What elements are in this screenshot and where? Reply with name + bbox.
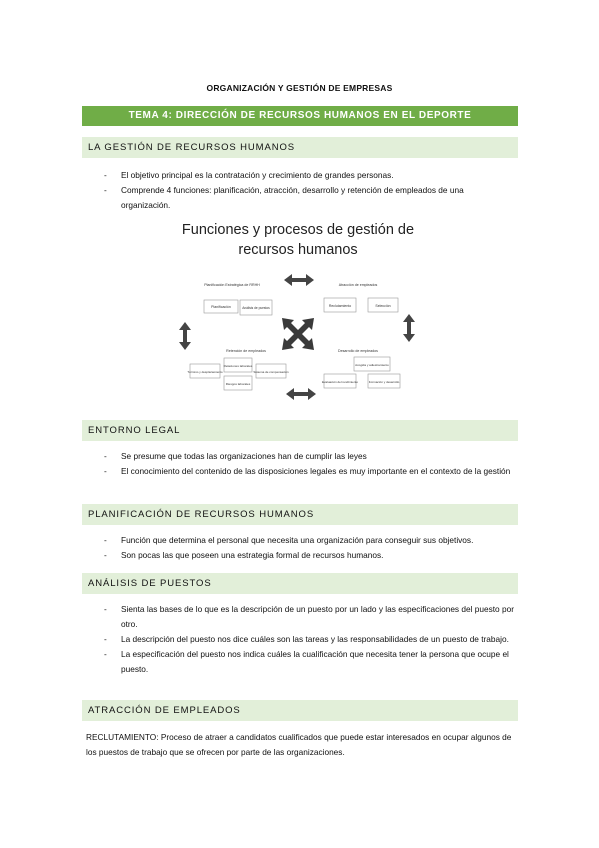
document-header: ORGANIZACIÓN Y GESTIÓN DE EMPRESAS	[206, 83, 393, 93]
group-label-atraccion: Atracción de empleados	[338, 283, 378, 287]
dash-bullet: -	[104, 185, 107, 195]
dash-bullet: -	[104, 170, 107, 180]
list-item-text: La descripción del puesto nos dice cuáles son las tareas y las responsabilidades de un puesto de trabajo.	[121, 634, 509, 644]
list-item-text: La especificación del puesto nos indica cuáles la cualificación que necesita tener la persona que ocupe el puesto.	[121, 649, 509, 674]
paragraph-reclutamiento: RECLUTAMIENTO: Proceso de atraer a candidatos cualificados que puede estar interesados en ocupar algunos de los puestos de trabajo que se ofrecen por parte de las organizaciones.	[86, 732, 512, 757]
box-label: Riesgos laborales	[225, 382, 251, 386]
double-arrow-horizontal-icon	[286, 388, 316, 400]
list-item	[104, 632, 514, 647]
dash-bullet: -	[104, 550, 107, 560]
double-arrow-vertical-icon	[403, 314, 415, 342]
double-arrow-horizontal-icon	[284, 274, 314, 286]
box-label: Formación y desarrollo	[368, 380, 400, 384]
box-label: Sistema de compensación	[253, 370, 289, 374]
list-item	[104, 647, 514, 677]
list-item-text: Sienta las bases de lo que es la descripción de un puesto por un lado y las especificaciones del puesto por otro.	[121, 604, 514, 629]
dash-bullet: -	[104, 604, 107, 614]
box-label: Evaluación del rendimiento	[321, 380, 359, 384]
dash-bullet: -	[104, 451, 107, 461]
section-heading-analisis-puestos: ANÁLISIS DE PUESTOS	[82, 573, 518, 594]
bullet-list-analisis-puestos	[104, 602, 514, 677]
group-label-desarrollo: Desarrollo de empleados	[338, 349, 378, 353]
bullet-list-entorno-legal	[104, 449, 514, 479]
group-label-retencion: Retención de empleados	[226, 349, 266, 353]
list-item-text: Función que determina el personal que necesita una organización para conseguir sus objetivos.	[121, 535, 474, 545]
list-item-text: Se presume que todas las organizaciones han de cumplir las leyes	[121, 451, 367, 461]
box-label: Análisis de puestos	[242, 306, 270, 310]
list-item	[104, 168, 514, 183]
box-label: Término y desplazamiento	[187, 370, 223, 374]
dash-bullet: -	[104, 535, 107, 545]
box-label: Planificación	[211, 305, 231, 309]
list-item-text: Comprende 4 funciones: planificación, atracción, desarrollo y retención de empleados de una organización.	[121, 185, 464, 210]
bullet-list-planificacion	[104, 533, 514, 563]
group-label-planificacion: Planificación Estratégica de RRHH	[204, 283, 260, 287]
center-cross-arrows-icon	[282, 318, 314, 350]
dash-bullet: -	[104, 634, 107, 644]
list-item	[104, 533, 514, 548]
bullet-list-gestion	[104, 168, 514, 213]
dash-bullet: -	[104, 466, 107, 476]
list-item	[104, 464, 514, 479]
section-heading-gestion: LA GESTIÓN DE RECURSOS HUMANOS	[82, 137, 518, 158]
box-label: Acogida y adiestramiento	[355, 363, 389, 367]
hr-functions-diagram	[178, 214, 418, 404]
double-arrow-vertical-icon	[179, 322, 191, 350]
section-heading-atraccion: ATRACCIÓN DE EMPLEADOS	[82, 700, 518, 721]
list-item	[104, 183, 514, 213]
list-item-text: El objetivo principal es la contratación y crecimiento de grandes personas.	[121, 170, 394, 180]
list-item-text: El conocimiento del contenido de las disposiciones legales es muy importante en el contexto de la gestión	[121, 466, 511, 476]
list-item-text: Son pocas las que poseen una estrategia formal de recursos humanos.	[121, 550, 384, 560]
list-item	[104, 548, 514, 563]
tema-title-bar: TEMA 4: DIRECCIÓN DE RECURSOS HUMANOS EN EL DEPORTE	[82, 106, 518, 126]
list-item	[104, 602, 514, 632]
section-heading-entorno-legal: ENTORNO LEGAL	[82, 420, 518, 441]
box-label: Selección	[375, 304, 391, 308]
diagram-title-line1: Funciones y procesos de gestión de	[181, 222, 415, 238]
section-heading-planificacion: PLANIFICACIÓN DE RECURSOS HUMANOS	[82, 504, 518, 525]
list-item	[104, 449, 514, 464]
diagram-title-line2: recursos humanos	[238, 242, 358, 258]
box-label: Relaciones laborales	[223, 364, 253, 368]
dash-bullet: -	[104, 649, 107, 659]
box-label: Reclutamiento	[328, 304, 352, 308]
